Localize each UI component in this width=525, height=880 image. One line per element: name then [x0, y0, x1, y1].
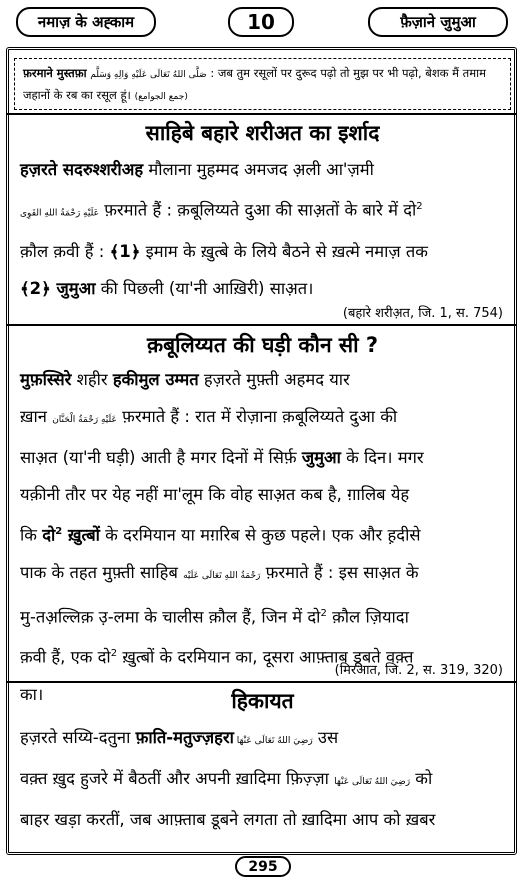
s1-line-2: عَلَيْهِ رَحْمَةُ اللهِ القَوِى फ़रमाते हैं : क़बूलिय्यते दुआ की साअ़तों के बारे में दो$^2$: [20, 200, 423, 220]
s2-line-5: कि दो$^2$ ख़ुत्बों के दरमियान या मग़रिब से कुछ पहले। एक और ह़दीसे: [20, 525, 421, 545]
s3-line-2: वक़्त ख़ुद हुजरे में बैठतीं और अपनी ख़ादिमा फ़िज़्ज़ा رَضِيَ اللهُ تَعَالَى عَنْهَا को: [20, 769, 433, 788]
section1-reference: (बहारे शरीअ़त, जि. 1, स. 754): [342, 306, 503, 321]
farman-salutation: صَلَّى اللهُ تَعَالَى عَلَيْهِ وَالِهِ وَسَلَّم: [90, 70, 207, 80]
s2-line-3: साअ़त (या'नी घड़ी) आती है मगर दिनों में सिर्फ़ जुमुआ के दिन। मगर: [20, 448, 424, 467]
farman-source: (جمع الجوامع): [134, 92, 188, 102]
farman-box: [14, 58, 511, 110]
header-page-number: 10: [228, 7, 294, 37]
divider: [6, 324, 517, 326]
s2-line-2: ख़ान عَلَيْهِ رَحْمَةُ الْحَنَّان फ़रमाते हैं : रात में रोज़ाना क़बूलिय्यते दुआ की: [20, 407, 398, 426]
farman-text: : जब तुम रसूलों पर दुरूद पढ़ो तो मुझ पर भी पढ़ो, बेशक मैं तमाम जहानों के रब का रसूल हूं।: [23, 66, 486, 102]
s1-line-1: हज़रते सदरुश्शरीअह मौलाना मुहम्मद अमजद अ़ली आ'ज़मी: [20, 160, 374, 179]
section2-heading: क़बूलिय्यत की घड़ी कौन सी ?: [146, 333, 379, 357]
divider: [6, 681, 517, 683]
s2-line-8: क़वी हैं, एक दो$^2$ ख़ुत्बों के दरमियान का, दूसरा आफ़्ताब डूबते वक़्त: [20, 647, 414, 667]
s1-line-4: ﴾2﴿ जुमुआ की पिछली (या'नी आख़िरी) साअ़त।: [20, 278, 314, 298]
s1-line-3: क़ौल क़वी हैं : ﴾1﴿ इमाम के ख़ुत्बे के लिये बैठने से ख़त्मे नमाज़ तक: [20, 241, 428, 261]
footer-page-number: 295: [235, 856, 291, 877]
s3-line-1: हज़रते सय्यि-दतुना फ़ाति-मतुज्ज़हरा رَضِيَ اللهُ تَعَالَى عَنْهَا उस: [20, 728, 339, 747]
header-right-title: फ़ैज़ाने जुमुआ: [368, 7, 508, 37]
section1-heading: साहिबे बहारे शरीअत का इर्शाद: [145, 121, 380, 145]
divider: [6, 113, 517, 115]
s3-line-3: बाहर खड़ा करतीं, जब आफ़्ताब डूबने लगता तो ख़ादिमा आप को ख़बर: [20, 810, 436, 829]
farman-label: फ़रमाने मुस्तफ़ा: [23, 66, 87, 80]
header-left-title: नमाज़ के अह्काम: [16, 7, 156, 37]
s2-line-9: का।: [20, 684, 44, 704]
section3-paragraph: [20, 719, 505, 838]
s2-line-6: पाक के तहत मुफ़्ती साहिब رَحْمَةُ اللهِ تَعَالَى عَلَيْه फ़रमाते हैं : इस साअ़त के: [20, 562, 419, 582]
s2-line-1: मुफ़स्सिरे शहीर हकीमुल उम्मत हज़रते मुफ़्ती अहमद यार: [20, 370, 350, 389]
section3-heading: हिकायत: [231, 689, 294, 713]
s2-line-4: यक़ीनी तौर पर येह नहीं मा'लूम कि वोह साअ़त कब है, ग़ालिब येह: [20, 485, 410, 504]
section1-paragraph: [20, 151, 505, 307]
section2-reference: (मिरआत, जि. 2, स. 319, 320): [334, 663, 503, 678]
s2-line-7: मु-तअ़ल्लिक़ उ़-लमा के चालीस क़ौल हैं, जिन में दो$^2$ क़ौल ज़ियादा: [20, 607, 409, 626]
